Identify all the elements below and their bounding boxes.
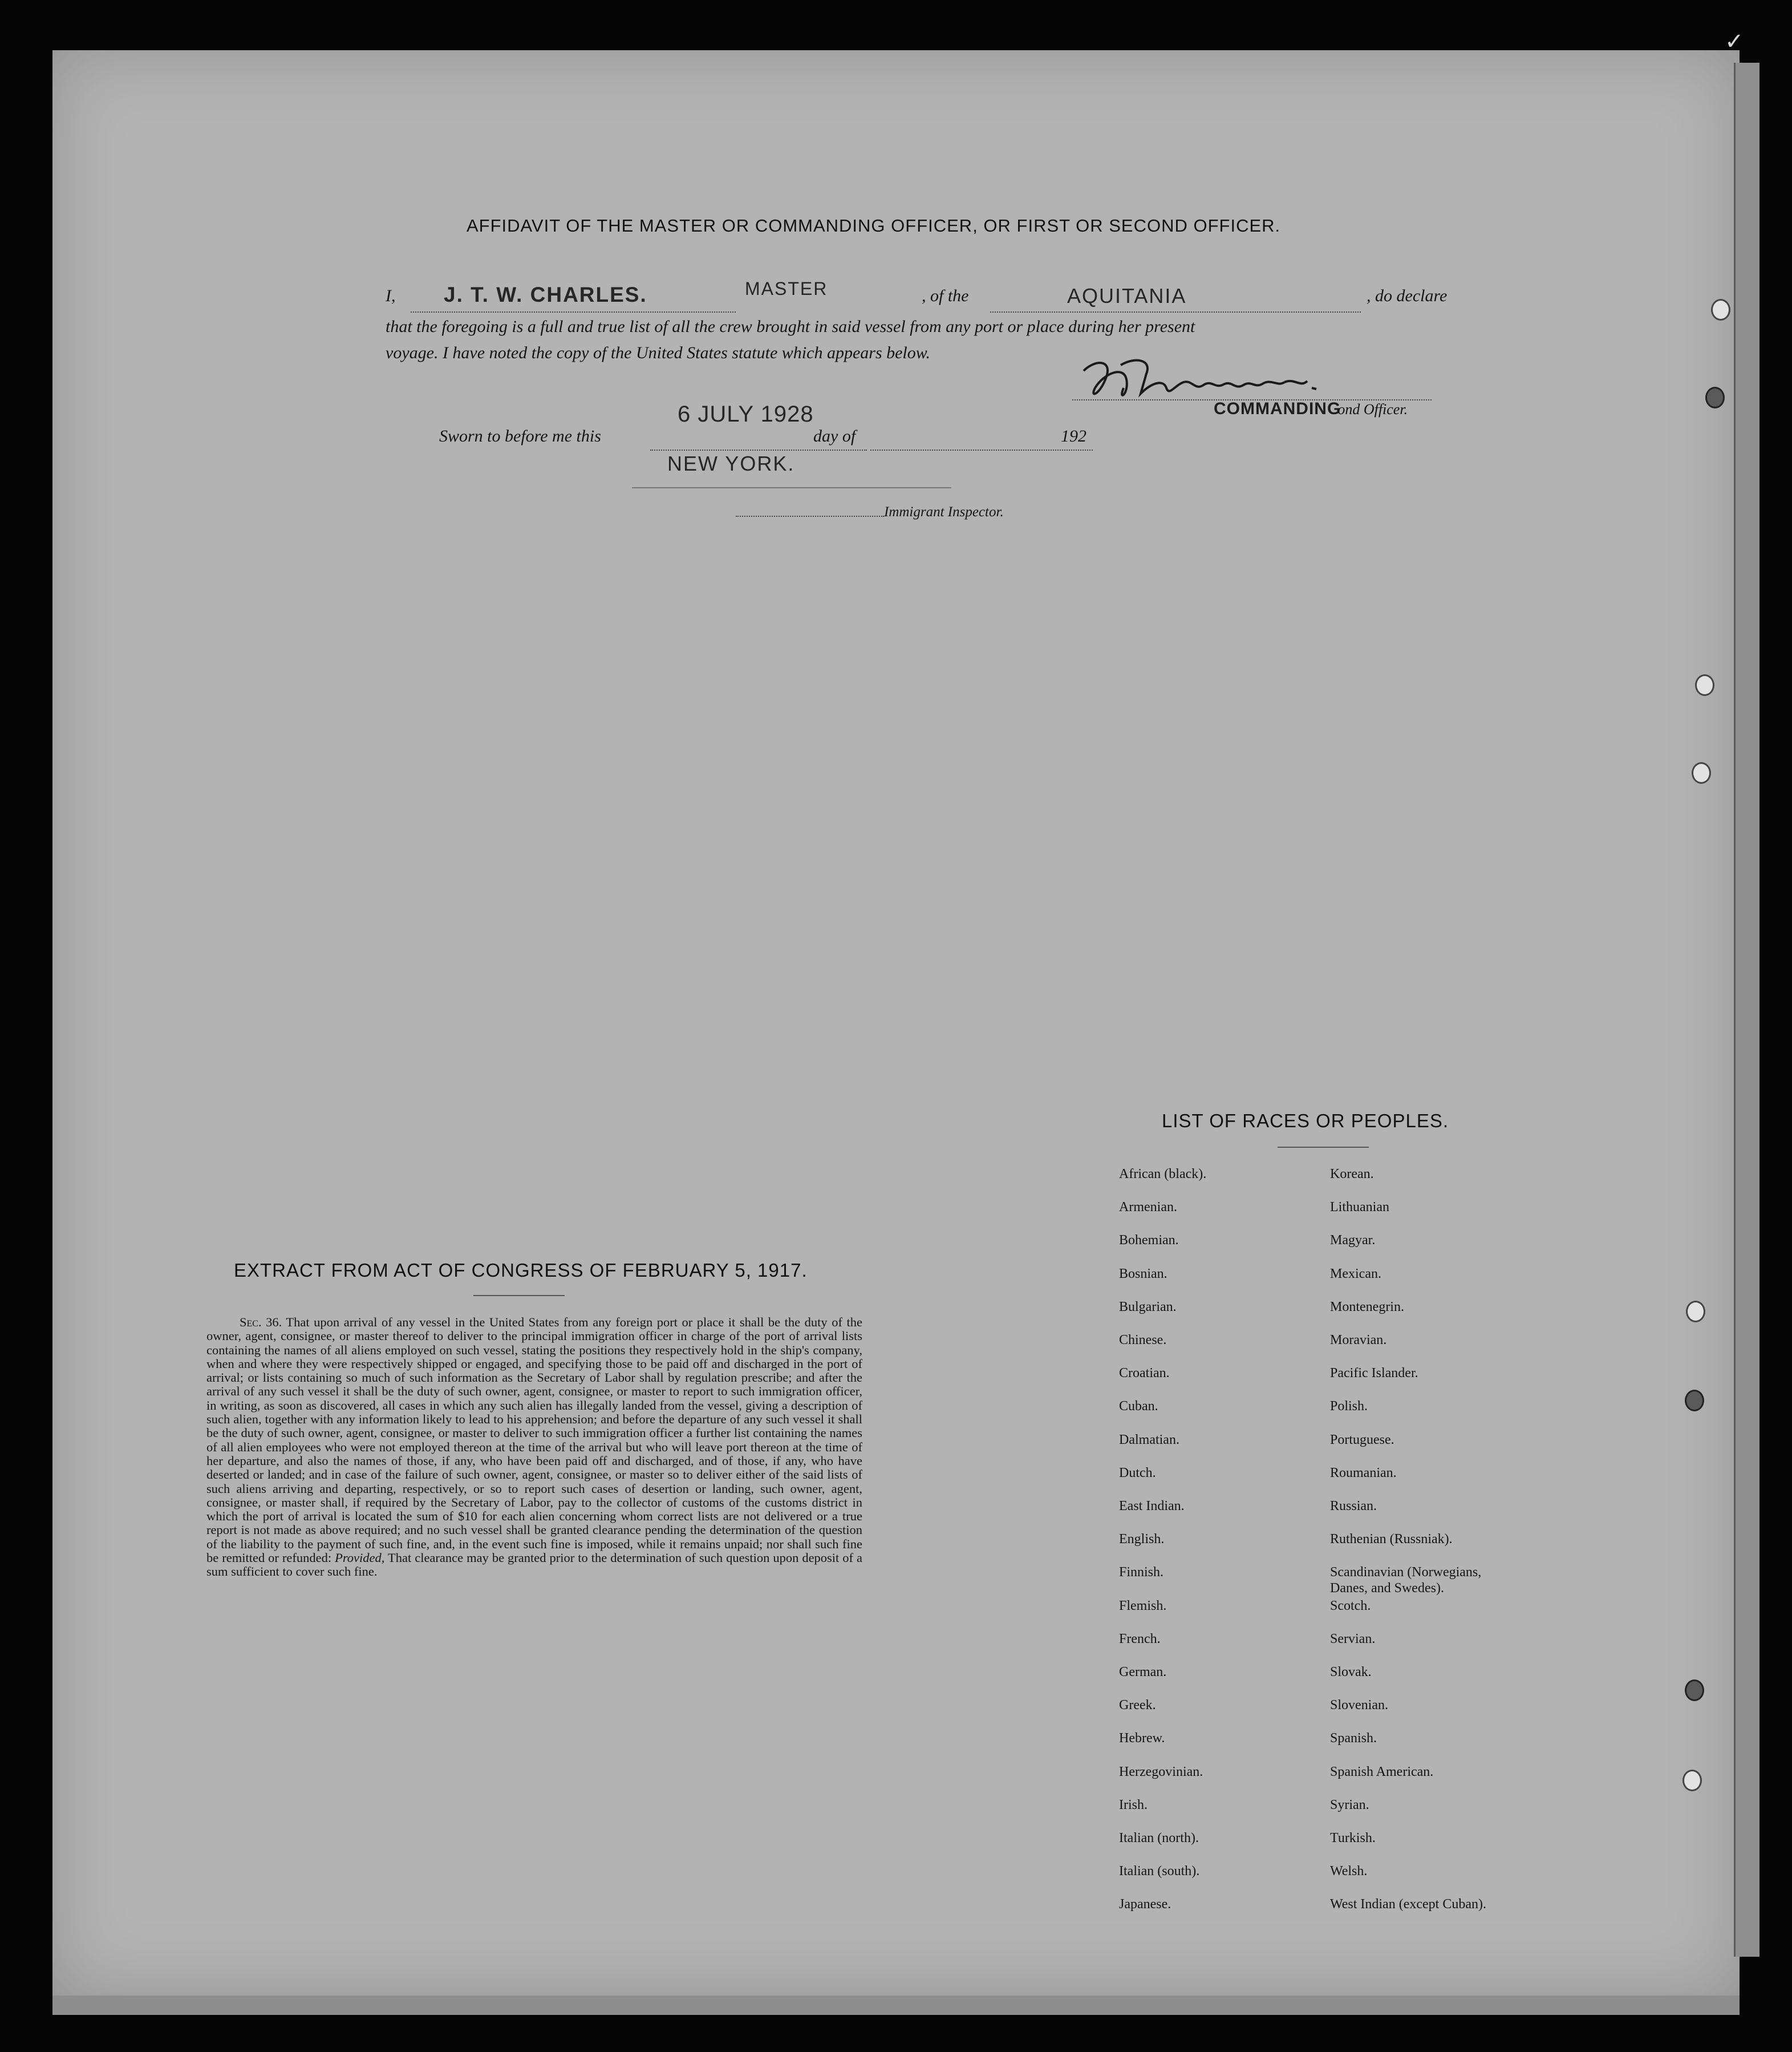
- race-item: Pacific Islander.: [1330, 1366, 1418, 1381]
- oath-declare: , do declare: [1367, 286, 1448, 305]
- race-item: Turkish.: [1330, 1831, 1376, 1845]
- race-item: Servian.: [1330, 1632, 1376, 1646]
- race-item: German.: [1119, 1665, 1167, 1679]
- race-item: Chinese.: [1119, 1333, 1167, 1347]
- name-field: [411, 311, 736, 313]
- punch-hole-icon: [1685, 1390, 1704, 1411]
- inspector-signature-line: [736, 516, 884, 517]
- race-item: Polish.: [1330, 1399, 1368, 1414]
- race-item: Japanese.: [1119, 1897, 1171, 1912]
- punch-hole-icon: [1705, 387, 1725, 408]
- race-item: Italian (north).: [1119, 1831, 1199, 1845]
- race-item: Bosnian.: [1119, 1266, 1167, 1281]
- race-item: Lithuanian: [1330, 1200, 1389, 1215]
- race-item: Spanish.: [1330, 1731, 1377, 1746]
- race-item: Slovenian.: [1330, 1698, 1388, 1713]
- race-item: Herzegovinian.: [1119, 1764, 1203, 1779]
- race-item: African (black).: [1119, 1167, 1207, 1181]
- race-item: Russian.: [1330, 1499, 1377, 1513]
- vessel-field: [990, 311, 1361, 313]
- vessel-stamp: AQUITANIA: [1067, 284, 1187, 307]
- race-item: Moravian.: [1330, 1333, 1387, 1347]
- extract-proviso: That clearance may be granted prior to the determination of such question upon deposit of a sum sufficient to cover such fine.: [206, 1551, 863, 1579]
- date-stamp: 6 JULY 1928: [678, 402, 814, 427]
- race-item: Flemish.: [1119, 1598, 1167, 1613]
- race-item: Roumanian.: [1330, 1466, 1397, 1480]
- race-item: Magyar.: [1330, 1233, 1376, 1248]
- race-item: Cuban.: [1119, 1399, 1158, 1414]
- races-heading: LIST OF RACES OR PEOPLES.: [1162, 1110, 1449, 1131]
- race-item: Syrian.: [1330, 1798, 1369, 1812]
- punch-hole-icon: [1711, 299, 1730, 321]
- extract-rule: [473, 1295, 565, 1296]
- races-rule: [1278, 1147, 1369, 1148]
- signature-title: [1214, 399, 1408, 419]
- race-item: Mexican.: [1330, 1266, 1381, 1281]
- signature-title-rest: ond Officer.: [1337, 401, 1408, 418]
- race-item: Dutch.: [1119, 1466, 1156, 1480]
- page-bottom-edge: [52, 1996, 1740, 2015]
- oath-prefix: I,: [386, 286, 396, 305]
- race-item: Hebrew.: [1119, 1731, 1165, 1746]
- race-item: Armenian.: [1119, 1200, 1177, 1215]
- race-item: Ruthenian (Russniak).: [1330, 1532, 1453, 1547]
- oath-line-3: voyage. I have noted the copy of the United States statute which appears below.: [386, 343, 931, 362]
- sworn-month-field: [870, 450, 1093, 451]
- name-stamp: J. T. W. CHARLES.: [444, 283, 647, 306]
- race-item: Italian (south).: [1119, 1864, 1200, 1879]
- rank-stamp: MASTER: [745, 278, 828, 299]
- oath-line-2: that the foregoing is a full and true list of all the crew brought in said vessel from any port or place during her present: [386, 317, 1195, 336]
- oath-line: [386, 278, 1469, 321]
- race-item: Montenegrin.: [1330, 1300, 1404, 1314]
- race-item: Danes, and Swedes).: [1330, 1581, 1444, 1596]
- place-rule: [632, 487, 951, 488]
- punch-hole-icon: [1682, 1770, 1702, 1791]
- extract-body: [206, 1316, 862, 1579]
- sworn-label: Sworn to before me this: [439, 427, 601, 446]
- place-stamp: NEW YORK.: [667, 452, 795, 475]
- document-page: [52, 50, 1740, 1996]
- punch-hole-icon: [1695, 674, 1714, 696]
- punch-hole-icon: [1686, 1301, 1705, 1322]
- race-item: East Indian.: [1119, 1499, 1185, 1513]
- race-item: Scandinavian (Norwegians,: [1330, 1565, 1482, 1580]
- race-item: West Indian (except Cuban).: [1330, 1897, 1486, 1912]
- race-item: Greek.: [1119, 1698, 1156, 1713]
- race-item: Bulgarian.: [1119, 1300, 1177, 1314]
- race-item: Welsh.: [1330, 1864, 1368, 1879]
- race-item: Spanish American.: [1330, 1764, 1434, 1779]
- punch-hole-icon: [1692, 762, 1711, 784]
- page-edge: [1734, 63, 1759, 1957]
- extract-text: That upon arrival of any vessel in the United States from any foreign port or place it shall be the duty of the owner, agent, consignee, or master thereof to deliver to the principal immigration officer in charge of the port of arrival lists containing the names of all aliens employed on such vessel, stating the positions they respectively hold in the ship's company, when and where they were respectively shipped or engaged, and specifying those to be paid off and discharged in the port of arrival; or lists containing so much of such information as the Secretary of Labor shall by regulation prescribe; and after the arrival of any such vessel it shall be the duty of such owner, agent, consignee, or master to report to such immigration officer, in writing, as soon as discovered, all cases in which any such alien has illegally landed from the vessel, giving a description of such alien, together with any information likely to lead to his apprehension; and before the departure of any such vessel it shall be the duty of such owner, agent, consignee, or master to deliver to such immigration officer a further list containing the names of all alien employees who were not employed thereon at the time of the arrival but who will leave port thereon at the time of her departure, and also the names of those, if any, who have been paid off and discharged, and of those, if any, who have deserted or landed; and in case of the failure of such owner, agent, consignee, or master so to deliver either of the said lists of such aliens arriving and departing, respectively, or so to report such cases of desertion or landing, such owner, agent, consignee, or master shall, if required by the Secretary of Labor, pay to the collector of customs of the customs district in which the port of arrival is located the sum of $10 for each alien concerning whom correct lists are not delivered or a true report is not made as above required; and no such vessel shall be granted clearance pending the determination of the question of the liability to the payment of such fine, and, in the event such fine is imposed, while it remains unpaid; nor shall such fine be remitted or refunded:: [206, 1315, 862, 1565]
- race-item: Croatian.: [1119, 1366, 1170, 1381]
- sworn-year-prefix: 192: [1061, 427, 1086, 446]
- race-item: Portuguese.: [1330, 1432, 1394, 1447]
- race-item: Slovak.: [1330, 1665, 1372, 1679]
- race-item: Irish.: [1119, 1798, 1148, 1812]
- sworn-day-of: day of: [813, 427, 856, 446]
- oath-of-the: , of the: [922, 286, 969, 305]
- extract-proviso-word: Provided,: [335, 1551, 385, 1565]
- affidavit-heading: AFFIDAVIT OF THE MASTER OR COMMANDING OFFICER, OR FIRST OR SECOND OFFICER.: [467, 216, 1281, 236]
- race-item: Korean.: [1330, 1167, 1374, 1181]
- race-item: Finnish.: [1119, 1565, 1164, 1580]
- punch-hole-icon: [1685, 1679, 1704, 1701]
- sworn-date-field: [650, 450, 867, 451]
- extract-section: Sec. 36.: [240, 1315, 282, 1329]
- check-mark-icon: ✓: [1725, 29, 1744, 55]
- inspector-label: Immigrant Inspector.: [884, 504, 1004, 520]
- race-item: Dalmatian.: [1119, 1432, 1179, 1447]
- race-item: Scotch.: [1330, 1598, 1371, 1613]
- race-item: English.: [1119, 1532, 1165, 1547]
- signature-title-stamp: COMMANDING: [1214, 399, 1341, 418]
- race-item: French.: [1119, 1632, 1161, 1646]
- extract-heading: EXTRACT FROM ACT OF CONGRESS OF FEBRUARY 5, 1917.: [234, 1260, 808, 1281]
- race-item: Bohemian.: [1119, 1233, 1179, 1248]
